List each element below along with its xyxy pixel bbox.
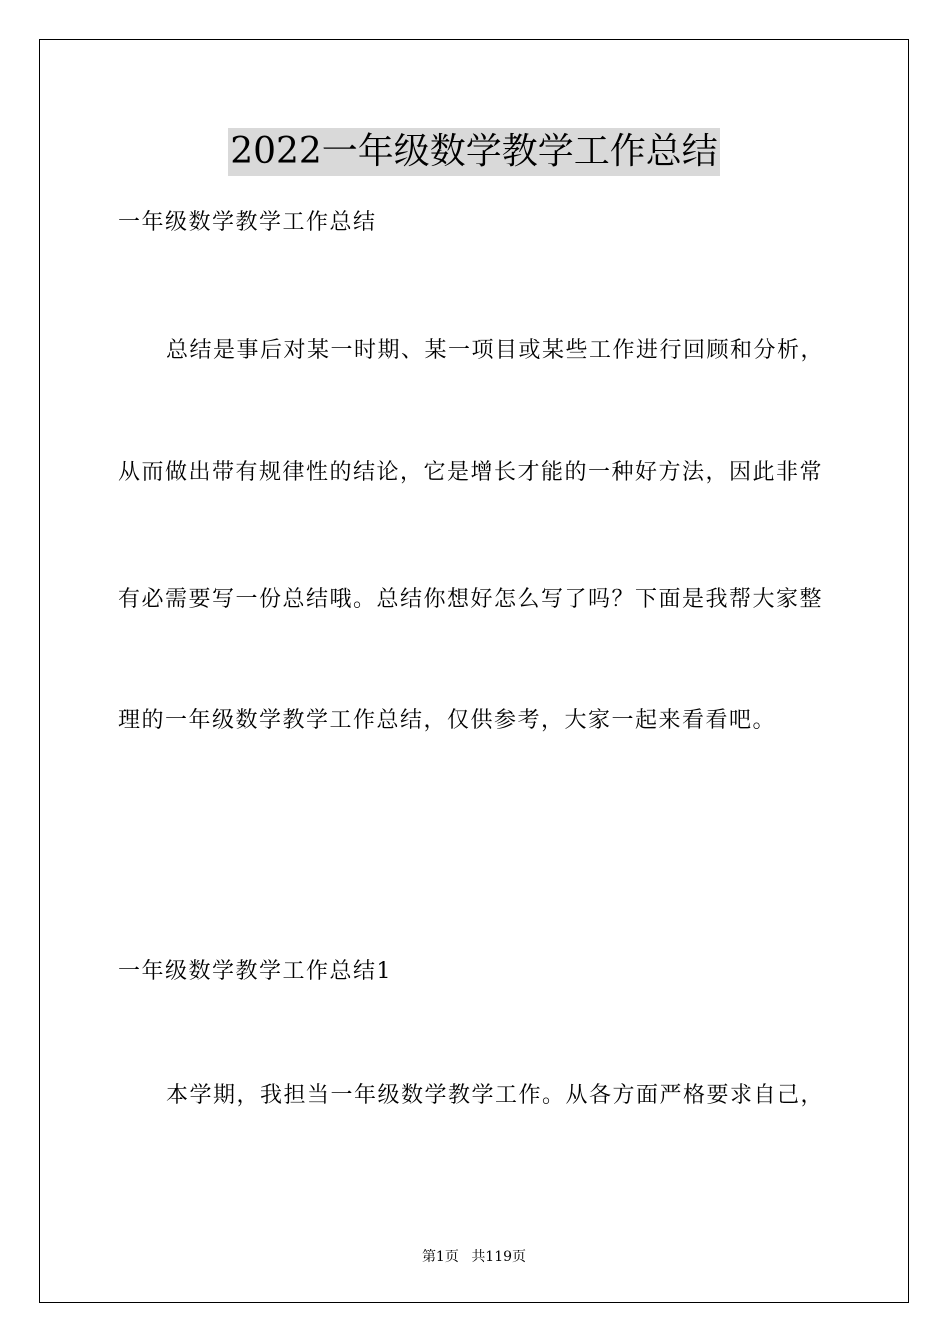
paragraph-line: 总结是事后对某一时期、某一项目或某些工作进行回顾和分析， bbox=[166, 338, 825, 363]
title-container bbox=[40, 128, 908, 176]
total-pages: 共119页 bbox=[471, 1249, 527, 1265]
page-footer bbox=[40, 1247, 908, 1267]
paragraph-line: 有必需要写一份总结哦。总结你想好怎么写了吗？下面是我帮大家整 bbox=[118, 587, 824, 612]
subtitle-line: 一年级数学教学工作总结 bbox=[118, 210, 377, 235]
section-heading: 一年级数学教学工作总结1 bbox=[118, 959, 392, 984]
paragraph-line: 理的一年级数学教学工作总结，仅供参考，大家一起来看看吧。 bbox=[118, 708, 777, 733]
document-page bbox=[39, 39, 909, 1303]
page-number: 第1页 bbox=[421, 1249, 459, 1265]
document-title: 2022一年级数学教学工作总结 bbox=[228, 128, 720, 176]
paragraph-line: 本学期，我担当一年级数学教学工作。从各方面严格要求自己， bbox=[166, 1083, 825, 1108]
paragraph-line: 从而做出带有规律性的结论，它是增长才能的一种好方法，因此非常 bbox=[118, 460, 824, 485]
